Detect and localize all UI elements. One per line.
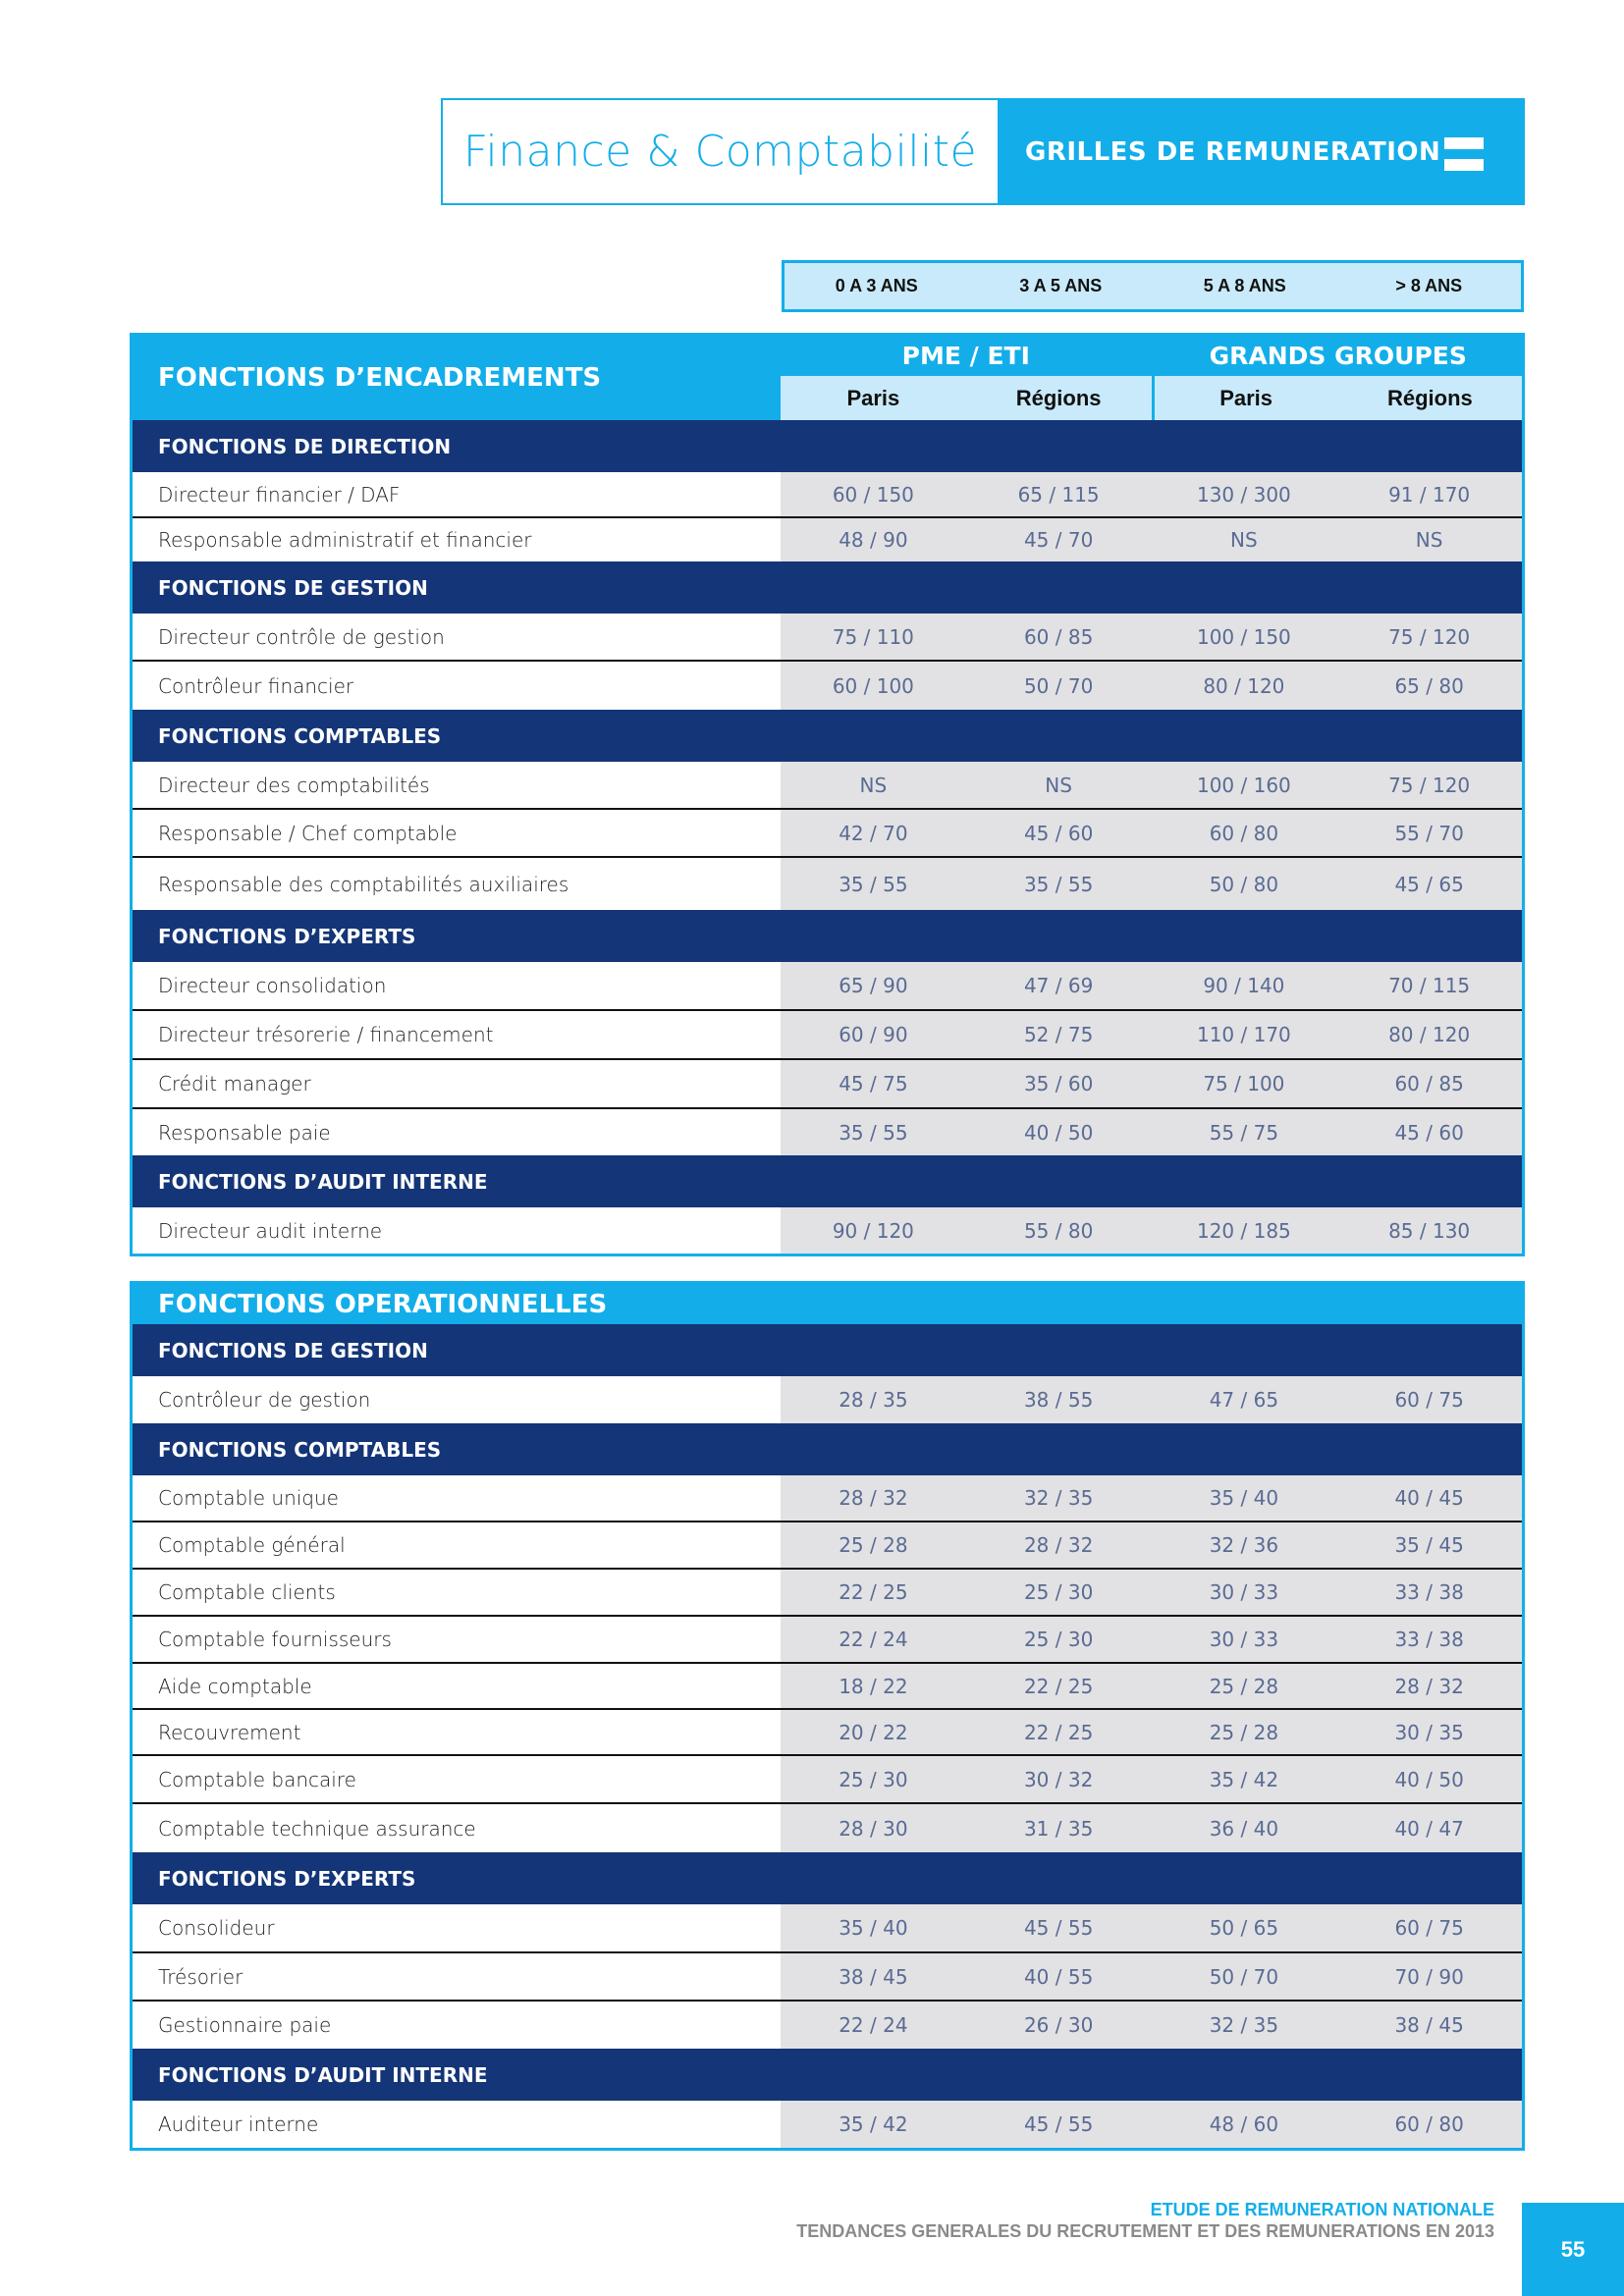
column-header: Paris (846, 385, 900, 410)
group-columns (1155, 376, 1523, 420)
row-label: Directeur contrôle de gestion (133, 614, 781, 660)
table-body (133, 1324, 1522, 2148)
row-label: Responsable des comptabilités auxiliaires (133, 858, 781, 910)
salary-range-cell: 48 / 60 (1152, 2101, 1337, 2148)
salary-range-cell: 36 / 40 (1152, 1804, 1337, 1852)
row-label: Comptable unique (133, 1475, 781, 1521)
salary-range-cell: 25 / 30 (966, 1617, 1152, 1662)
salary-range-cell: 22 / 25 (781, 1570, 966, 1615)
salary-range-cell: 42 / 70 (781, 810, 966, 856)
row-label: Comptable technique assurance (133, 1804, 781, 1852)
salary-range-cell: 60 / 100 (781, 662, 966, 710)
section-rows (133, 1475, 1522, 1852)
table-heading: FONCTIONS D’ENCADREMENTS (133, 333, 781, 420)
table-body (133, 420, 1522, 1254)
section-rows (133, 614, 1522, 710)
salary-range-cell: 35 / 45 (1336, 1522, 1522, 1568)
salary-range-cell: 28 / 30 (781, 1804, 966, 1852)
salary-range-cell: 22 / 24 (781, 1617, 966, 1662)
footer-title: ETUDE DE REMUNERATION NATIONALE (1150, 2200, 1494, 2219)
table-row (133, 1664, 1522, 1710)
row-label: Responsable / Chef comptable (133, 810, 781, 856)
salary-range-cell: 33 / 38 (1336, 1570, 1522, 1615)
salary-range-cell: 28 / 35 (781, 1376, 966, 1423)
section-header: FONCTIONS D’AUDIT INTERNE (133, 2049, 1522, 2101)
salary-range-cell: 60 / 75 (1336, 1904, 1522, 1951)
salary-range-cell: 55 / 80 (966, 1207, 1152, 1254)
salary-range-cell: 45 / 60 (1336, 1109, 1522, 1155)
salary-range-cell: 33 / 38 (1336, 1617, 1522, 1662)
section-rows (133, 472, 1522, 561)
salary-range-cell: 35 / 60 (966, 1060, 1152, 1107)
table-row (133, 1376, 1522, 1423)
salary-range-cell: 25 / 30 (781, 1756, 966, 1802)
salary-range-cell: 32 / 36 (1152, 1522, 1337, 1568)
table-row (133, 1953, 1522, 2002)
salary-range-cell: 75 / 100 (1152, 1060, 1337, 1107)
row-label: Aide comptable (133, 1664, 781, 1708)
table-row (133, 1617, 1522, 1664)
row-label: Auditeur interne (133, 2101, 781, 2148)
table-row (133, 2101, 1522, 2148)
section-header: FONCTIONS D’EXPERTS (133, 910, 1522, 962)
salary-range-cell: 60 / 80 (1336, 2101, 1522, 2148)
section-rows (133, 762, 1522, 910)
experience-band (782, 260, 1524, 312)
section-rows (133, 1904, 1522, 2049)
footer-subtitle: TENDANCES GENERALES DU RECRUTEMENT ET DES REMUNERATIONS EN 2013 (796, 2221, 1494, 2241)
table-header (133, 333, 1522, 420)
salary-range-cell: 100 / 160 (1152, 762, 1337, 808)
table-heading: FONCTIONS OPERATIONNELLES (133, 1281, 1522, 1324)
salary-range-cell: 75 / 120 (1336, 614, 1522, 660)
salary-range-cell: 65 / 90 (781, 962, 966, 1009)
operational-salary-table (130, 1281, 1525, 2151)
page-footer (796, 2199, 1494, 2242)
row-label: Responsable paie (133, 1109, 781, 1155)
salary-range-cell: 38 / 45 (781, 1953, 966, 2000)
salary-range-cell: 35 / 40 (781, 1904, 966, 1951)
salary-range-cell: 22 / 25 (966, 1710, 1152, 1754)
row-label: Comptable fournisseurs (133, 1617, 781, 1662)
table-row (133, 1756, 1522, 1804)
group-name: GRANDS GROUPES (1155, 333, 1523, 376)
table-row (133, 1710, 1522, 1756)
table-row (133, 1011, 1522, 1060)
salary-range-cell: 22 / 25 (966, 1664, 1152, 1708)
experience-label: 3 A 5 ANS (1019, 276, 1103, 295)
salary-range-cell: 18 / 22 (781, 1664, 966, 1708)
salary-range-cell: NS (1152, 518, 1337, 561)
row-label: Gestionnaire paie (133, 2002, 781, 2049)
salary-range-cell: 35 / 42 (781, 2101, 966, 2148)
section-rows (133, 2101, 1522, 2148)
salary-range-cell: 30 / 33 (1152, 1617, 1337, 1662)
salary-range-cell: 50 / 70 (1152, 1953, 1337, 2000)
table-row (133, 1475, 1522, 1522)
salary-range-cell: 31 / 35 (966, 1804, 1152, 1852)
salary-range-cell: 45 / 70 (966, 518, 1152, 561)
table-row (133, 662, 1522, 710)
salary-range-cell: 90 / 140 (1152, 962, 1337, 1009)
table-row (133, 762, 1522, 810)
table-row (133, 1804, 1522, 1852)
salary-range-cell: 47 / 69 (966, 962, 1152, 1009)
salary-range-cell: 45 / 65 (1336, 858, 1522, 910)
salary-range-cell: 30 / 35 (1336, 1710, 1522, 1754)
table-row (133, 614, 1522, 662)
group-columns (781, 376, 1152, 420)
table-row (133, 2002, 1522, 2049)
salary-range-cell: 25 / 28 (781, 1522, 966, 1568)
salary-range-cell: 90 / 120 (781, 1207, 966, 1254)
salary-range-cell: 52 / 75 (966, 1011, 1152, 1058)
salary-range-cell: 40 / 45 (1336, 1475, 1522, 1521)
salary-range-cell: 50 / 65 (1152, 1904, 1337, 1951)
salary-range-cell: 45 / 55 (966, 2101, 1152, 2148)
group-name: PME / ETI (781, 333, 1152, 376)
salary-range-cell: 70 / 115 (1336, 962, 1522, 1009)
salary-range-cell: 35 / 55 (781, 1109, 966, 1155)
salary-range-cell: 32 / 35 (966, 1475, 1152, 1521)
salary-range-cell: 25 / 30 (966, 1570, 1152, 1615)
salary-range-cell: 38 / 45 (1336, 2002, 1522, 2049)
table-row (133, 1904, 1522, 1953)
salary-range-cell: 60 / 85 (1336, 1060, 1522, 1107)
row-label: Directeur trésorerie / financement (133, 1011, 781, 1058)
table-row (133, 1060, 1522, 1109)
salary-range-cell: 80 / 120 (1152, 662, 1337, 710)
page-title: Finance & Comptabilité (462, 127, 978, 177)
table-row (133, 1109, 1522, 1155)
table-row (133, 472, 1522, 518)
salary-range-cell: 40 / 47 (1336, 1804, 1522, 1852)
row-label: Crédit manager (133, 1060, 781, 1107)
salary-range-cell: 40 / 50 (966, 1109, 1152, 1155)
section-rows (133, 962, 1522, 1155)
salary-range-cell: 65 / 115 (966, 472, 1152, 516)
table-row (133, 858, 1522, 910)
salary-range-cell: 32 / 35 (1152, 2002, 1337, 2049)
page-subtitle: GRILLES DE REMUNERATION (1025, 136, 1441, 167)
equals-bars-icon (1444, 137, 1484, 171)
salary-range-cell: NS (1336, 518, 1522, 561)
salary-range-cell: 35 / 40 (1152, 1475, 1337, 1521)
row-label: Consolideur (133, 1904, 781, 1951)
salary-range-cell: 30 / 32 (966, 1756, 1152, 1802)
section-header: FONCTIONS DE DIRECTION (133, 420, 1522, 472)
salary-range-cell: 35 / 55 (966, 858, 1152, 910)
row-label: Recouvrement (133, 1710, 781, 1754)
section-header: FONCTIONS COMPTABLES (133, 1423, 1522, 1475)
table-row (133, 518, 1522, 561)
section-header: FONCTIONS DE GESTION (133, 561, 1522, 614)
row-label: Trésorier (133, 1953, 781, 2000)
salary-range-cell: 28 / 32 (966, 1522, 1152, 1568)
salary-range-cell: NS (966, 762, 1152, 808)
salary-range-cell: 110 / 170 (1152, 1011, 1337, 1058)
column-header: Régions (1015, 385, 1102, 410)
salary-range-cell: 40 / 55 (966, 1953, 1152, 2000)
experience-label: 0 A 3 ANS (835, 276, 918, 295)
salary-range-cell: 60 / 90 (781, 1011, 966, 1058)
section-header: FONCTIONS D’EXPERTS (133, 1852, 1522, 1904)
salary-range-cell: 55 / 70 (1336, 810, 1522, 856)
salary-range-cell: 60 / 75 (1336, 1376, 1522, 1423)
salary-range-cell: 25 / 28 (1152, 1710, 1337, 1754)
salary-range-cell: 75 / 110 (781, 614, 966, 660)
page-header (441, 98, 1525, 205)
salary-range-cell: 22 / 24 (781, 2002, 966, 2049)
salary-range-cell: 100 / 150 (1152, 614, 1337, 660)
group-grands-groupes (1152, 333, 1523, 420)
column-header: Régions (1386, 385, 1473, 410)
salary-range-cell: NS (781, 762, 966, 808)
row-label: Responsable administratif et financier (133, 518, 781, 561)
row-label: Directeur des comptabilités (133, 762, 781, 808)
salary-range-cell: 38 / 55 (966, 1376, 1152, 1423)
row-label: Directeur financier / DAF (133, 472, 781, 516)
row-label: Directeur consolidation (133, 962, 781, 1009)
table-row (133, 810, 1522, 858)
salary-range-cell: 45 / 75 (781, 1060, 966, 1107)
experience-label: 5 A 8 ANS (1203, 276, 1286, 295)
row-label: Comptable clients (133, 1570, 781, 1615)
section-header: FONCTIONS D’AUDIT INTERNE (133, 1155, 1522, 1207)
salary-range-cell: 35 / 42 (1152, 1756, 1337, 1802)
header-band (998, 100, 1523, 203)
salary-range-cell: 50 / 70 (966, 662, 1152, 710)
salary-range-cell: 45 / 60 (966, 810, 1152, 856)
management-salary-table (130, 333, 1525, 1256)
salary-range-cell: 60 / 85 (966, 614, 1152, 660)
salary-range-cell: 47 / 65 (1152, 1376, 1337, 1423)
table-row (133, 1207, 1522, 1254)
table-row (133, 1570, 1522, 1617)
salary-range-cell: 40 / 50 (1336, 1756, 1522, 1802)
salary-range-cell: 28 / 32 (1336, 1664, 1522, 1708)
salary-range-cell: 45 / 55 (966, 1904, 1152, 1951)
salary-range-cell: 60 / 80 (1152, 810, 1337, 856)
salary-range-cell: 120 / 185 (1152, 1207, 1337, 1254)
column-header: Paris (1219, 385, 1273, 410)
salary-range-cell: 80 / 120 (1336, 1011, 1522, 1058)
salary-range-cell: 28 / 32 (781, 1475, 966, 1521)
page-number: 55 (1522, 2203, 1624, 2296)
salary-range-cell: 48 / 90 (781, 518, 966, 561)
section-header: FONCTIONS COMPTABLES (133, 710, 1522, 762)
section-header: FONCTIONS DE GESTION (133, 1324, 1522, 1376)
table-row (133, 962, 1522, 1011)
experience-label: > 8 ANS (1395, 276, 1463, 295)
row-label: Contrôleur de gestion (133, 1376, 781, 1423)
salary-range-cell: 30 / 33 (1152, 1570, 1337, 1615)
table-row (133, 1522, 1522, 1570)
salary-range-cell: 130 / 300 (1152, 472, 1337, 516)
section-rows (133, 1207, 1522, 1254)
row-label: Comptable général (133, 1522, 781, 1568)
section-rows (133, 1376, 1522, 1423)
salary-range-cell: 91 / 170 (1336, 472, 1522, 516)
row-label: Directeur audit interne (133, 1207, 781, 1254)
salary-range-cell: 26 / 30 (966, 2002, 1152, 2049)
row-label: Contrôleur financier (133, 662, 781, 710)
salary-range-cell: 35 / 55 (781, 858, 966, 910)
salary-range-cell: 85 / 130 (1336, 1207, 1522, 1254)
salary-range-cell: 25 / 28 (1152, 1664, 1337, 1708)
salary-range-cell: 65 / 80 (1336, 662, 1522, 710)
salary-range-cell: 60 / 150 (781, 472, 966, 516)
group-pme-eti (781, 333, 1152, 420)
row-label: Comptable bancaire (133, 1756, 781, 1802)
salary-range-cell: 55 / 75 (1152, 1109, 1337, 1155)
salary-range-cell: 50 / 80 (1152, 858, 1337, 910)
salary-range-cell: 70 / 90 (1336, 1953, 1522, 2000)
salary-range-cell: 75 / 120 (1336, 762, 1522, 808)
salary-range-cell: 20 / 22 (781, 1710, 966, 1754)
